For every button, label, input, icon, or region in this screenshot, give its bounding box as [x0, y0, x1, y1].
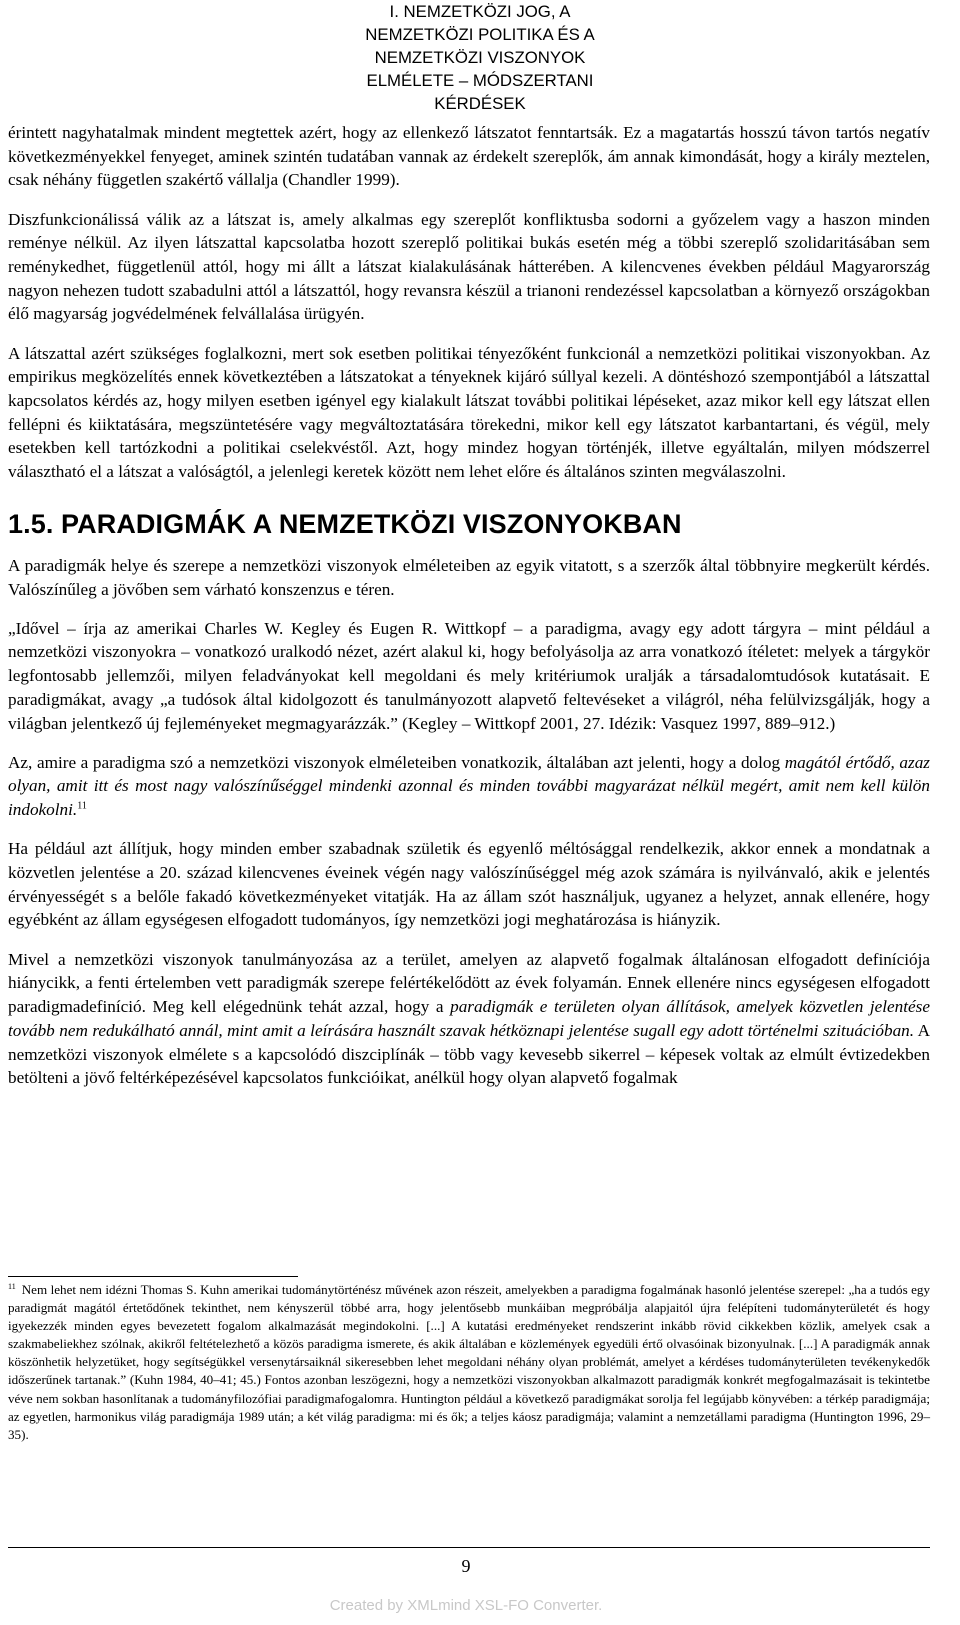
header-line: I. NEMZETKÖZI JOG, A	[389, 2, 571, 21]
header-line: KÉRDÉSEK	[434, 94, 526, 113]
creator-watermark: Created by XMLmind XSL-FO Converter.	[329, 1597, 603, 1614]
footnote-text: Nem lehet nem idézni Thomas S. Kuhn amerikai tudománytörténész művének azon részeit, amelyekben a paradigma fogalmának hasonló jelentése szerepel: „ha a tudós egy paradigmát magától értetődőnek tekinthet, nem kényszerül többé arra, hogy jelentősebb munkáiban megpróbálja alapjaitól újra felépíteni tudományterületét és hogy igyekezzék minden egyes bevezetett fogalom alkalmazását megindokolni. [...] A kutatási eredményeket rendszerint inkább rövid cikkekben közlik, amelyek csak a szakmabeliekhez szólnak, akikről feltételezhető a közös paradigma ismerete, és akik általában e közlemények egyedüli értő olvasóinak bizonyulnak. [...] A paradigmák annak köszönhetik helyzetüket, hogy segítségükkel versenytársaiknál sikeresebben lehet megoldani néhány olyan problémát, amelyet a kérdéses tudományterületen tevékenykedők időszerűnek tartanak.” (Kuhn 1984, 40–41; 45.) Fontos azonban leszögezni, hogy a nemzetközi viszonyokban alkalmazott paradigmák konkrét megfogalmazásait is tekintetbe véve nem sokban hasonlítanak a tudományfilozófiai paradigmafogalomra. Huntington például a következő paradigmákat sorolja fel legújabb könyvében: a térkép paradigmája; az egyetlen, harmonikus világ paradigmája 1989 után; a két világ paradigma: mi és ők; a teljes káosz paradigmája; valamint a nemzetállami paradigma (Huntington 1996, 29–35).	[8, 1282, 930, 1442]
section-title: 1.5. PARADIGMÁK A NEMZETKÖZI VISZONYOKBAN	[8, 508, 682, 539]
header-line: ELMÉLETE – MÓDSZERTANI	[366, 71, 594, 90]
footnote	[8, 1281, 930, 1444]
paragraph-4: A paradigmák helye és szerepe a nemzetközi viszonyok elméleteiben az egyik vitatott, s a szerzők által többnyire megkerült kérdés. Valószínűleg a jövőben sem várható konszenzus e téren.	[8, 555, 930, 599]
paragraph-8-text-b: A nemzetközi viszonyok elmélete s a kapcsolódó diszciplínák – több vagy kevesebb sikerrel – képesek voltak az elmúlt évtizedekben betölteni a jövő feltérképezésével kapcsolatos funkcióikat, anélkül hogy olyan alapvető fogalmak	[8, 1020, 930, 1088]
paragraph-6-italic: magától értődő, azaz olyan, amit itt és most nagy valószínűséggel mindenki azonnal és minden további magyarázat nélkül megért, amit nem kell külön indokolni.	[8, 752, 930, 820]
paragraph-3: A látszattal azért szükséges foglalkozni, mert sok esetben politikai tényezőként funkcionál a nemzetközi politikai viszonyokban. Az empirikus megközelítés ennek következtében a látszatokat a tényeknek kijáró súllyal kezeli. A döntéshozó szempontjából a látszattal kapcsolatos kérdés az, hogy milyen esetben igényel egy kialakult látszat további politikai lépéseket, azaz mikor kell egy látszat ellen fellépni és kiiktatására, megszüntetésére vagy megváltoztatására törekedni, mikor kell egy látszatot karbantartani, és végül, mely esetekben kell tartózkodni a politikai cselekvéstől. Azt, hogy mindez hogyan történjék, illetve egyáltalán, milyen módszerrel választható el a látszat a valóságtól, a jelenlegi keretek között nem lehet előre és általános szinten megválaszolni.	[8, 343, 930, 482]
paragraph-6-text: Az, amire a paradigma szó a nemzetközi viszonyok elméleteiben vonatkozik, általában azt jelenti, hogy a dolog	[8, 752, 785, 772]
paragraph-7: Ha például azt állítjuk, hogy minden ember szabadnak születik és egyenlő méltósággal rendelkezik, akkor ennek a mondatnak a közvetlen jelentése a 20. század kilencvenes éveinek végén nagy valószínűséggel még azok számára is nyilvánvaló, akik e jelentés érvényességét s a belőle fakadó következményeket vitatják. Ha az állam szót használjuk, ugyanez a helyzet, annak ellenére, hogy egyébként az állam egységesen elfogadott tudományos, így nemzetközi jogi meghatározása is hiányzik.	[8, 839, 930, 930]
paragraph-5-quote: „Idővel – írja az amerikai Charles W. Kegley és Eugen R. Wittkopf – a paradigma, avagy egy adott tárgyra – mint például a nemzetközi viszonyokra – vonatkozó uralkodó nézet, azért alakul ki, hogy befolyásolja az arra vonatkozó ítéletet: melyek a tárgykör legfontosabb jellemzői, milyen feladványokat kell megoldani és mely kritériumok uralják a társadalomtudósok kutatásait. E paradigmákat, avagy „a tudósok által kidolgozott és tanulmányozott alapvető feltevéseket a világról, néha felülvizsgálják, hogy a világban jelentkező új fejleményeket megmagyarázzák.” (Kegley – Wittkopf 2001, 27. Idézik: Vasquez 1997, 889–912.)	[8, 618, 930, 733]
footnote-divider	[8, 1276, 298, 1277]
paragraph-6	[8, 751, 930, 822]
footer-divider	[8, 1547, 930, 1548]
paragraph-2: Diszfunkcionálissá válik az a látszat is, amely alkalmas egy szereplőt konfliktusba sodorni a győzelem vagy a haszon minden reménye nélkül. Az ilyen látszattal kapcsolatba hozott szereplő politikai bukás esetén még a többi szereplő szolidaritásában sem reménykedhet, függetlenül attól, hogy mi állt a látszat kialakulásának hátterében. A kilencvenes években például Magyarország nagyon nehezen tudott szabadulni attól a látszattól, hogy revansra készül a trianoni rendezéssel kapcsolatban a környező országokban élő magyarság jogvédelmének felvállalása ürügyén.	[8, 209, 930, 324]
paragraph-8-italic: paradigmák e területen olyan állítások, amelyek közvetlen jelentése tovább nem redukálható annál, mint amit a leírására használt szavak hétköznapi jelentése sugall egy adott történelmi szituációban.	[8, 997, 931, 1040]
footnote-number: 11	[8, 1281, 16, 1291]
paragraph-8	[8, 948, 930, 1090]
header-line: NEMZETKÖZI POLITIKA ÉS A	[365, 25, 595, 44]
paragraph-8-text-a: Mivel a nemzetközi viszonyok tanulmányozása az a terület, amelyen az alapvető fogalmak általánosan elfogadott definíciója hiánycikk, a fenti értelemben vett paradigmák szerepe felértékelődött az évek folyamán. Ennek ellenére nincs egységesen elfogadott paradigmadefiníció. Meg kell elégednünk tehát azzal, hogy a	[8, 949, 930, 1017]
header-line: NEMZETKÖZI VISZONYOK	[374, 48, 586, 67]
body-text	[8, 121, 930, 1090]
paragraph-1: érintett nagyhatalmak mindent megtettek azért, hogy az ellenkező látszatot fenntartsák. Ez a magatartás hosszú távon tartós negatív következményekkel fenyeget, aminek szintén tudatában vannak az érdekelt szereplők, ám annak kimondását, hogy a király meztelen, csak néhány független szakértő vállalja (Chandler 1999).	[8, 123, 930, 190]
running-header	[0, 0, 960, 115]
footnote-reference[interactable]: 11	[77, 800, 87, 812]
page-number: 9	[461, 1556, 471, 1576]
